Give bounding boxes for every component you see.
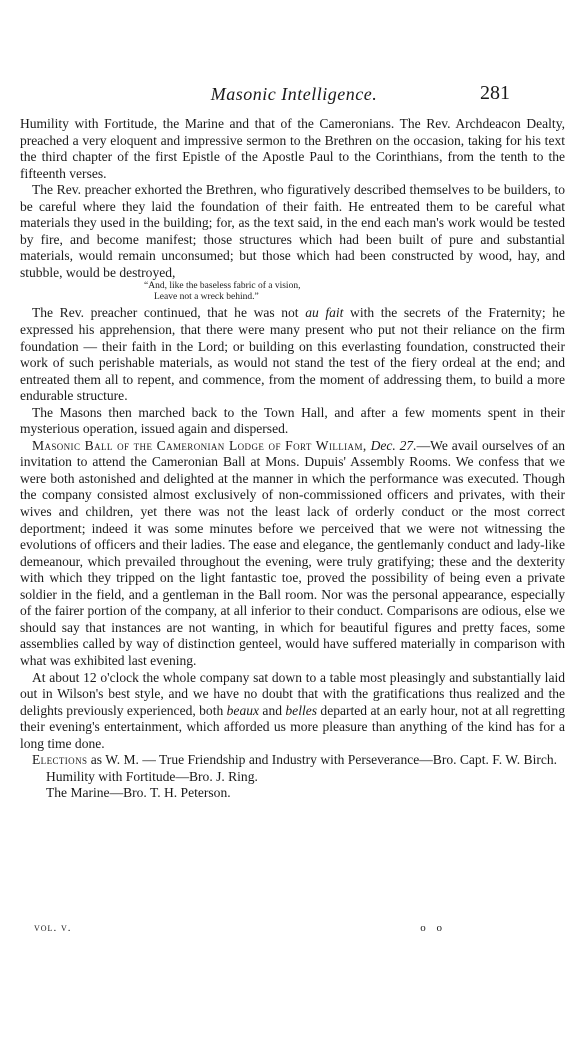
text-run: and: [259, 702, 286, 718]
line: The Rev. preacher exhorted the Brethren, who figuratively described: [32, 182, 406, 198]
text-run: with the secrets of the Fraternity; he expressed his apprehension, that there were many present who put not their reliance on the firm foundation — their faith in the Lord; or building on this everlasting foundation, constructed their work of such perishable materials, as would not stand the test of the fiery ordeal at the end; and entreated them all to repent, and commence, from the moment of addressing them, to build a more endurable structure.: [20, 305, 565, 404]
text-run: departed at an early hour, not at all regretting their evening's entertainment, which afforded us more pleasure than anything of the kind has for a long time done.: [20, 702, 565, 751]
paragraph-6: [20, 670, 565, 753]
volume-marker: vol. v.: [34, 922, 72, 934]
page-number: 281: [480, 82, 510, 104]
paragraph-1: [20, 116, 565, 182]
signature-mark: o o: [420, 922, 446, 934]
officer-line: The Marine—Bro. T. H. Peterson.: [46, 785, 231, 801]
page-footer: [34, 922, 564, 934]
verse-line-1: “And, like the baseless fabric of a vision,: [144, 281, 301, 292]
paragraph-4: The Masons then marched back to the Town Hall, and after a few moments spent in their mysterious operation, issued again and dispersed.: [20, 404, 565, 437]
text-run: At about 12 o'clock the whole company sat down to a table most pleasingly and substantially laid out in Wilson's best style, and we have no doubt that with the gratifications thus realized and the delights previously experienced, both: [20, 669, 565, 718]
verse-line-2: Leave not a wreck behind.”: [154, 292, 259, 303]
running-head: [0, 84, 588, 108]
text-run: as W. M. — True Friendship and Industry with Perseverance—Bro. Capt. F. W. Birch.: [87, 752, 558, 768]
running-title: Masonic Intelligence.: [210, 84, 378, 104]
line: been built of pure and substantial materials, would remain unconsumed;: [20, 231, 565, 264]
article-body: [20, 116, 565, 802]
officer-line: Humility with Fortitude—Bro. J. Ring.: [46, 768, 258, 784]
text-run: —We avail ourselves of an invitation to attend the Cameronian Ball at Mons. Dupuis' Assembly Rooms. We confess that we were both astonished and delighted at the manner in which the performance was executed. Though the company consisted almost exclusively of non-commissioned officers and privates, with their wives and children, yet there was not the least lack of orderly conduct or the most correct deportment; indeed it was some minutes before we perceived that we were not witnessing the evolutions of officers and their ladies. The ease and elegance, the gentlemanly conduct and lady-like demeanour, which prevailed throughout the evening, were truly gratifying; these and the dexterity with which they tripped on the light fantastic toe, proved the possibility of being even a private soldier in the field, and a gentleman in the Ball room. Nor was the personal appearance, especially of the fairer portion of the company, at all inferior to their conduct. Comparisons are odious, else we should say that instances are not wanting, in which for beautiful figures and pretty faces, some assemblies called by way of distinction genteel, would have suffered materially in comparison with what was exhibited last evening.: [20, 437, 565, 668]
line: to the fifteenth verses.: [20, 149, 565, 181]
paragraph-7: [20, 752, 565, 769]
date: Dec. 27.: [370, 437, 417, 453]
text-run: The Rev. preacher continued, that he was not: [32, 305, 306, 321]
line: be destroyed,: [103, 264, 176, 280]
line: be tested by fire, and become manifest; those structures which had: [20, 215, 565, 247]
italic-word: beaux: [226, 702, 260, 718]
line: but those which had been constructed by wood, hay, and stubble, would: [20, 248, 566, 280]
italic-word: belles: [285, 702, 318, 718]
section-heading: Masonic Ball of the Cameronian Lodge of Fort William,: [32, 437, 367, 453]
line: Rev. Archdeacon Dealty, preached a very eloquent and impressive sermon: [20, 116, 565, 148]
paragraph-2: [20, 182, 565, 281]
line: to the Brethren on the occasion, taking for his text the third chapter of: [20, 132, 565, 165]
line: the first Epistle of the Apostle Paul to the Corinthians, from the tenth: [133, 149, 528, 165]
italic-phrase: au fait: [305, 305, 344, 321]
line: of their faith. He entreated them to be careful what materials they used: [20, 198, 566, 231]
line: in the building; for, as the text said, in the end each man's work would: [128, 215, 514, 231]
paragraph-5: [20, 438, 565, 670]
verse-quote: [144, 281, 565, 303]
line: themselves to be builders, to be careful where they laid the foundation: [20, 182, 566, 214]
line: Humility with Fortitude, the Marine and that of the Cameronians. The: [20, 116, 421, 131]
section-heading: Elections: [32, 752, 88, 768]
paragraph-3: [20, 305, 565, 404]
